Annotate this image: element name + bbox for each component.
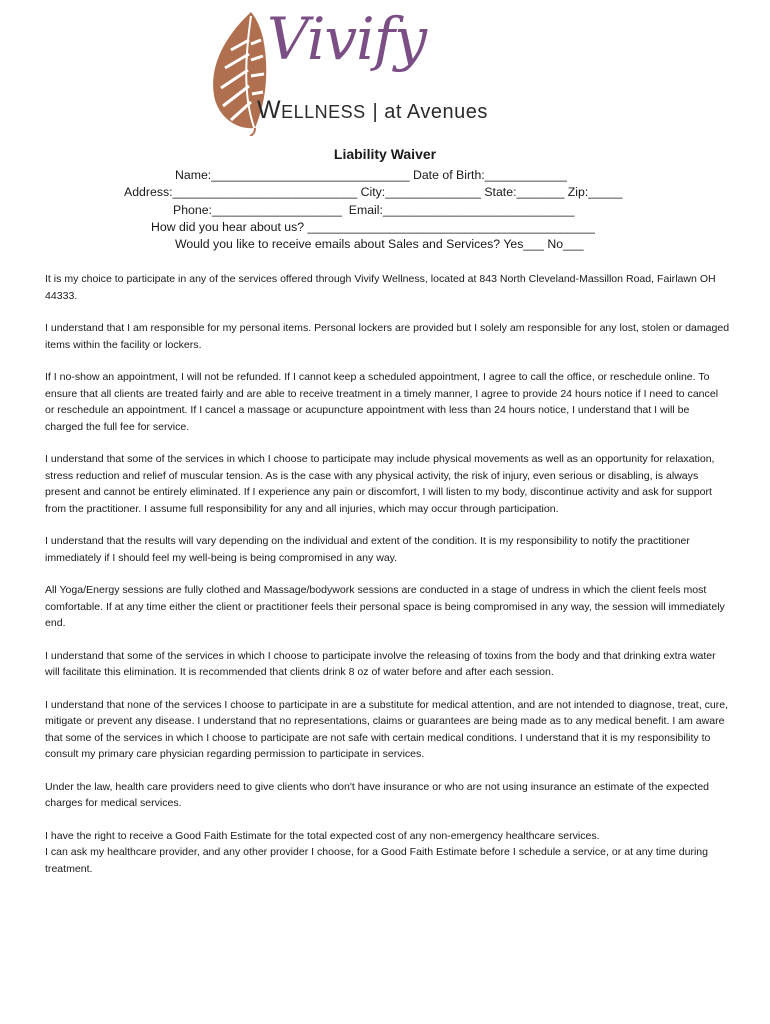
brand-script-text: Vivify [267,5,426,73]
paragraph-sessions: All Yoga/Energy sessions are fully clothed and Massage/bodywork sessions are conducted in a stage of undress in which the client feels most comfortable. If at any time either the client or practitioner feels their personal space is being compromised in any way, the session will immediately end. [45,584,725,629]
paragraph-personal-items: I understand that I am responsible for my personal items. Personal lockers are provided but I solely am responsible for any lost, stolen or damaged items within the facility or lockers. [45,322,730,351]
brand-location-text: | at Avenues [372,101,488,123]
vivify-wellness-logo [205,5,565,136]
referral-source-line[interactable]: How did you hear about us? __________________________________________ [151,220,595,234]
paragraph-no-show: If I no-show an appointment, I will not be refunded. If I cannot keep a scheduled appointment, I agree to call the office, or reschedule online. To ensure that all clients are treated fairly and are able to receive treatment in a timely manner, I agree to provide 24 hours notice if I need to cancel or reschedule an appointment. If I cancel a massage or acupuncture appointment with less than 24 hours notice, I understand that I will be charged the full fee for service. [45,371,719,433]
paragraph-physical-activity: I understand that some of the services in which I choose to participate may include physical movements as well as an opportunity for relaxation, stress reduction and relief of muscular tension. As is the case with any physical activity, the risk of injury, even serious or disabling, is always present and cannot be entirely eliminated. If I experience any pain or discomfort, I will listen to my body, discontinue activity and ask for support from the practitioner. I assume full responsibility for any and all injuries, which may occur through participation. [45,453,715,515]
waiver-body [45,271,730,893]
paragraph-law: Under the law, health care providers need to give clients who don't have insurance or who are not using insurance an estimate of the expected charges for medical services. [45,780,709,809]
brand-wellness-text [257,98,488,123]
paragraph-gfe-ask: I can ask my healthcare provider, and any other provider I choose, for a Good Faith Estimate before I schedule a service, or at any time during treatment. [45,846,709,875]
paragraph-choice: It is my choice to participate in any of the services offered through Vivify Wellness, located at 843 North Cleveland-Massillon Road, Fairlawn OH 44333. [45,273,716,302]
email-optin-line[interactable]: Would you like to receive emails about Sales and Services? Yes___ No___ [175,237,584,251]
page-title: Liability Waiver [333,146,437,162]
brand-wellness-word: Wellness [257,96,366,124]
paragraph-toxins: I understand that some of the services in which I choose to participate involve the releasing of toxins from the body and that drinking extra water will facilitate this elimination. It is recommended that clients drink 8 oz of water before and after each session. [45,649,716,678]
name-dob-line[interactable]: Name:_____________________________ Date of Birth:____________ [175,168,567,182]
paragraph-gfe-right: I have the right to receive a Good Faith Estimate for the total expected cost of any non-emergency healthcare services. [45,829,600,842]
phone-email-line[interactable]: Phone:___________________ Email:____________________________ [173,203,575,217]
paragraph-results: I understand that the results will vary depending on the individual and extent of the condition. It is my responsibility to notify the practitioner immediately if I should feel my well-being is being compromised in any way. [45,535,690,564]
paragraph-medical: I understand that none of the services I choose to participate in are a substitute for medical attention, and are not intended to diagnose, treat, cure, mitigate or prevent any disease. I understand that no representations, claims or guarantees are being made as to any medical benefit. I am aware that some of the services in which I choose to participate are not safe with certain medical conditions. I understand that it is my responsibility to consult my primary care physician regarding permission to participate in services. [45,698,729,760]
address-city-state-zip-line[interactable]: Address:___________________________ City:______________ State:_______ Zip:_____ [124,185,623,199]
